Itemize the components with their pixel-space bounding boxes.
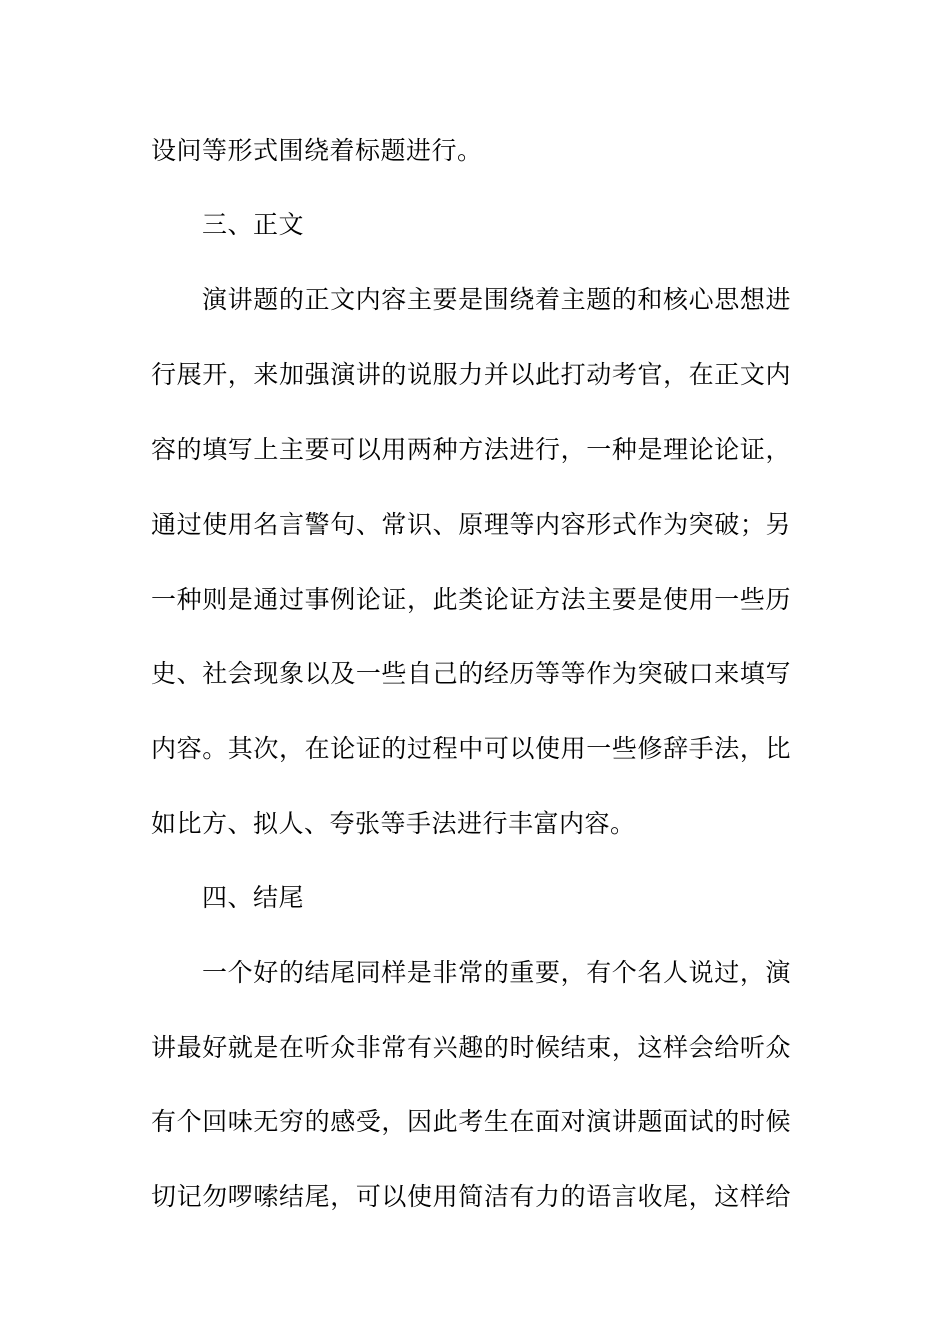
text-line-15: 切记勿啰嗦结尾，可以使用简洁有力的语言收尾，这样给 <box>151 1182 791 1211</box>
text-line-7: 一种则是通过事例论证，此类论证方法主要是使用一些历 <box>151 585 791 614</box>
text-line-14: 有个回味无穷的感受，因此考生在面对演讲题面试的时候 <box>151 1107 791 1136</box>
text-line-9: 内容。其次，在论证的过程中可以使用一些修辞手法，比 <box>151 734 791 763</box>
text-line-4: 行展开，来加强演讲的说服力并以此打动考官，在正文内 <box>151 360 791 389</box>
text-line-8: 史、社会现象以及一些自己的经历等等作为突破口来填写 <box>151 659 791 688</box>
text-line-1: 设问等形式围绕着标题进行。 <box>151 136 483 165</box>
text-line-12: 一个好的结尾同样是非常的重要，有个名人说过，演 <box>202 958 791 987</box>
text-line-5: 容的填写上主要可以用两种方法进行，一种是理论论证， <box>151 435 791 464</box>
text-line-13: 讲最好就是在听众非常有兴趣的时候结束，这样会给听众 <box>151 1033 791 1062</box>
text-line-6: 通过使用名言警句、常识、原理等内容形式作为突破；另 <box>151 510 791 539</box>
section-heading-ending: 四、结尾 <box>202 883 305 912</box>
section-heading-body: 三、正文 <box>202 210 305 239</box>
text-line-3: 演讲题的正文内容主要是围绕着主题的和核心思想进 <box>202 285 791 314</box>
text-line-10: 如比方、拟人、夸张等手法进行丰富内容。 <box>151 809 636 838</box>
